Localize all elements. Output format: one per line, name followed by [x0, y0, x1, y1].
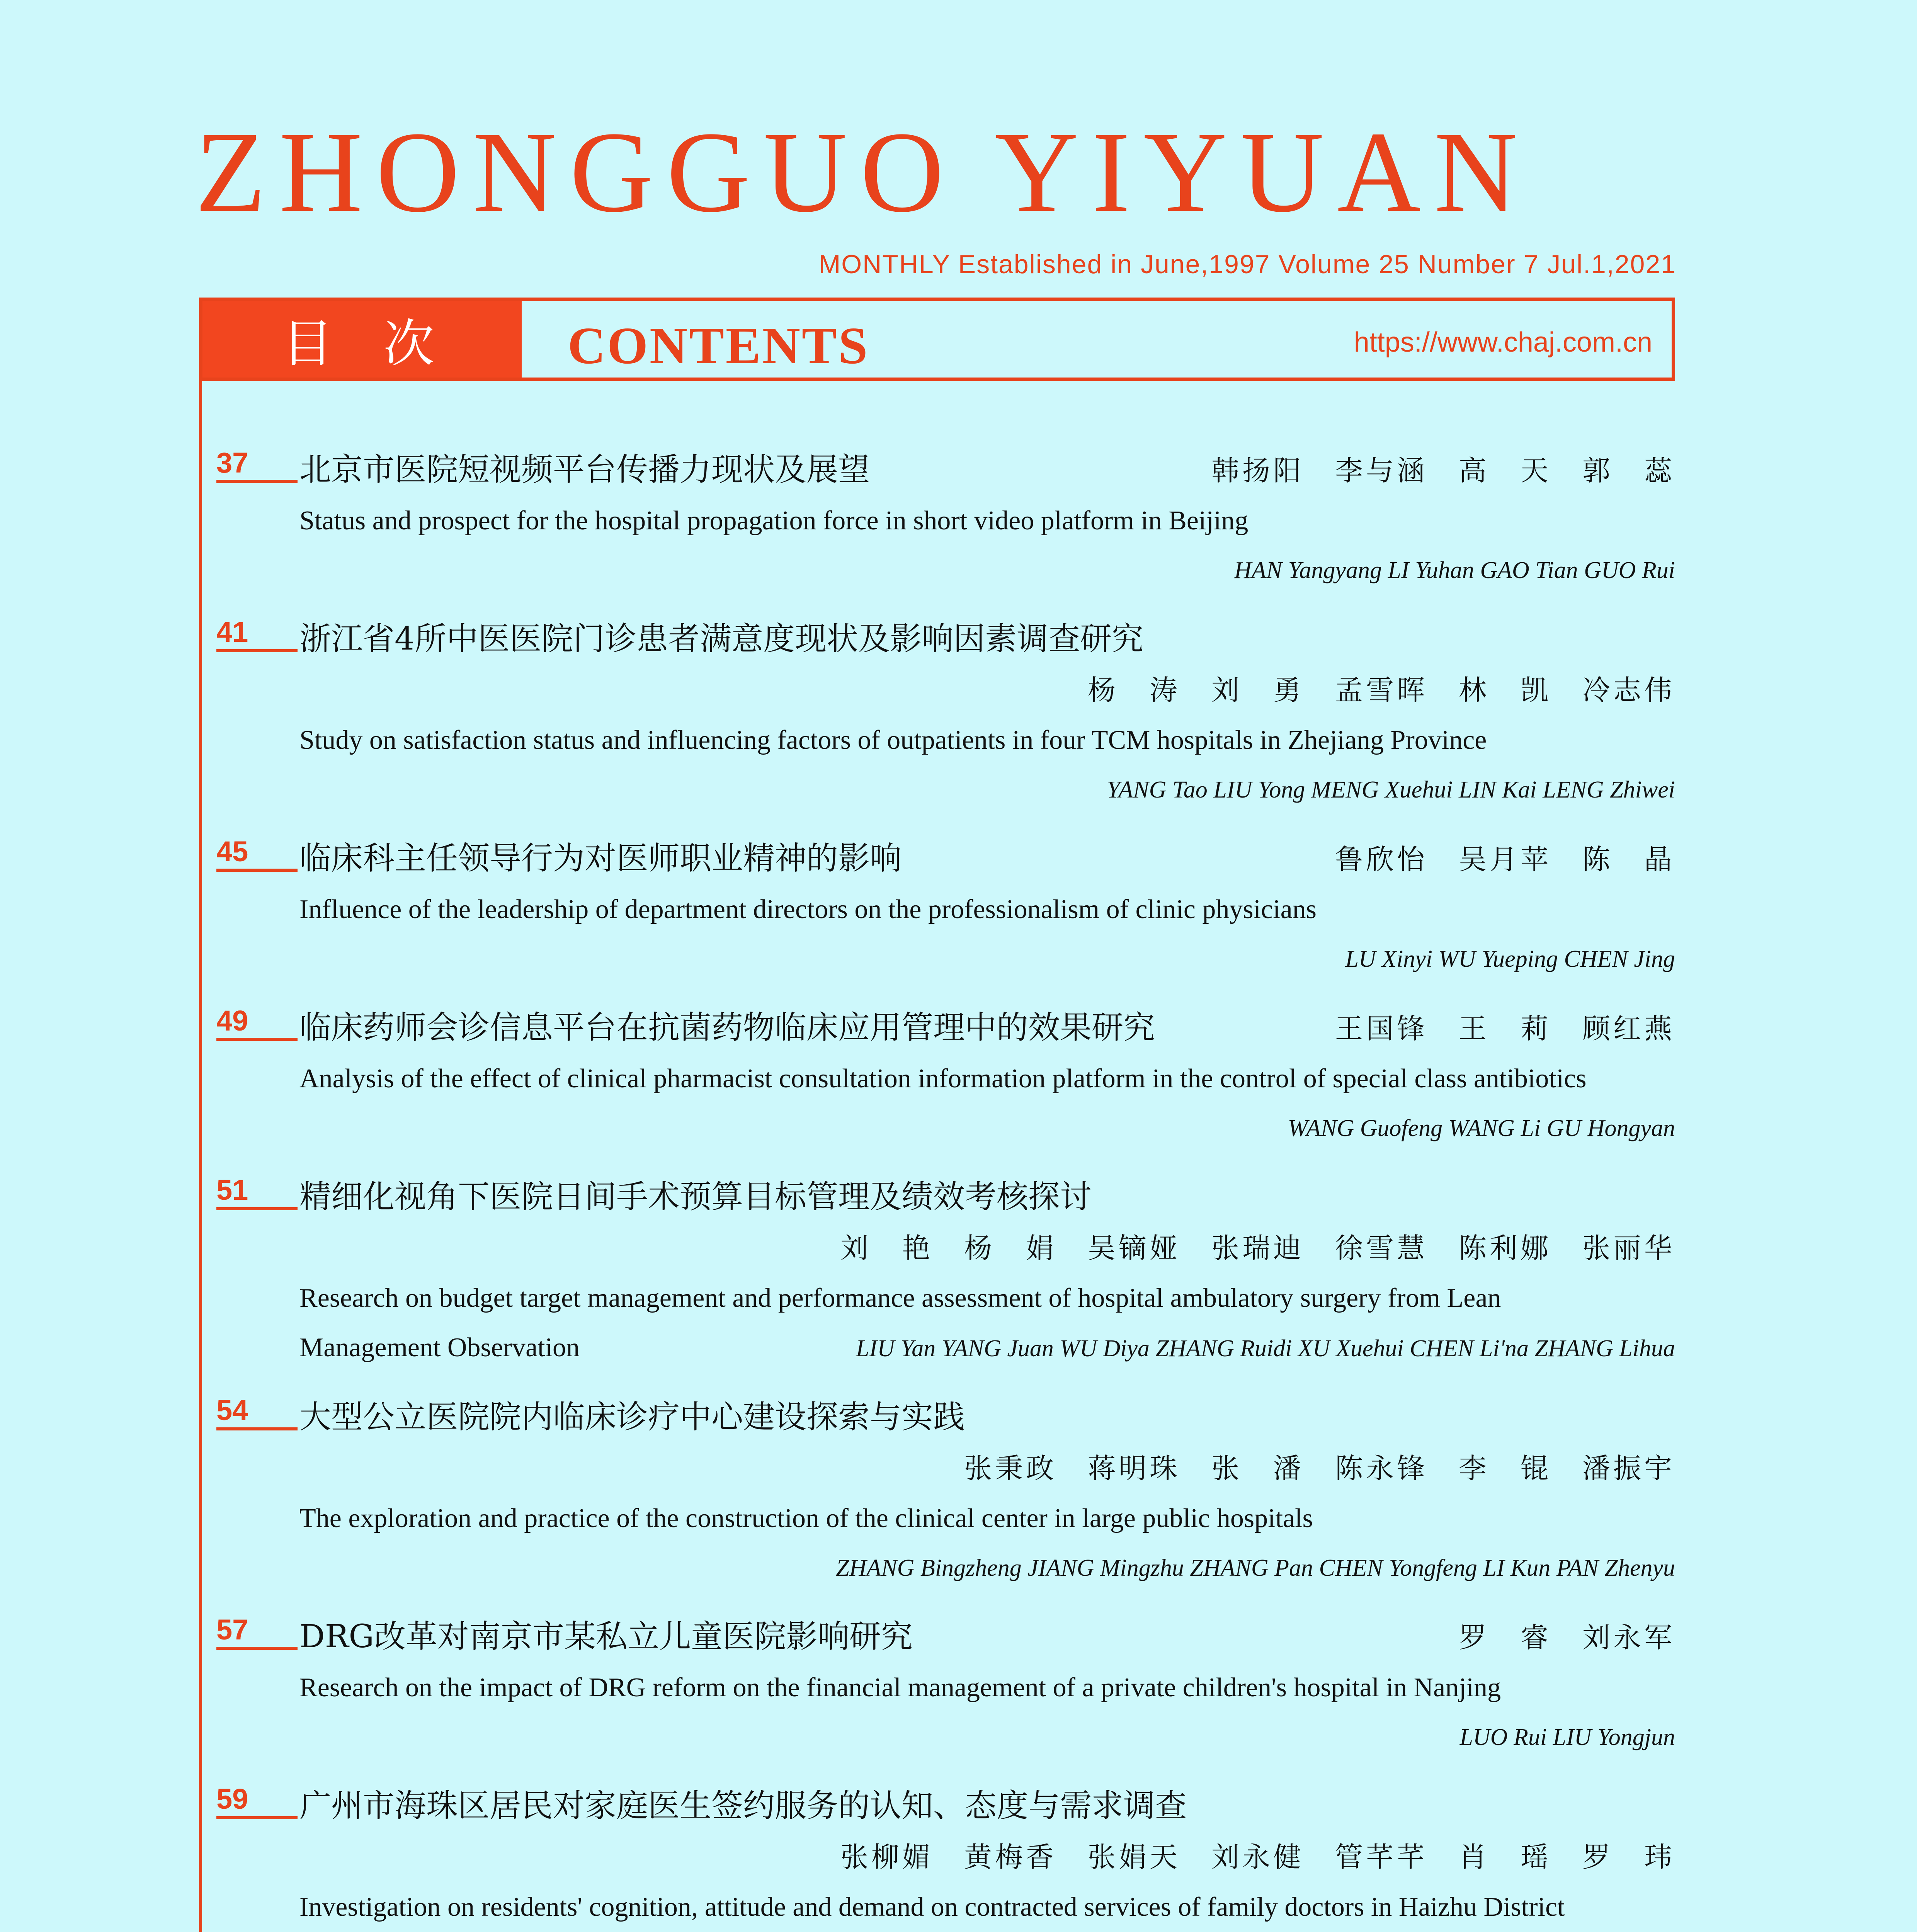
en-title: Research on budget target management and performance assessment of hospital ambulatory surgery from Lean — [299, 1283, 1501, 1313]
page-number: 37 — [216, 447, 298, 483]
page-number: 59 — [216, 1783, 298, 1819]
en-title: Study on satisfaction status and influencing factors of outpatients in four TCM hospitals in Zhejiang Province — [299, 725, 1487, 755]
toc-entry[interactable] — [199, 833, 1675, 984]
page-number: 45 — [216, 835, 298, 872]
en-authors: ZHANG Bingzheng JIANG Mingzhu ZHANG Pan CHEN Yongfeng LI Kun PAN Zhenyu — [836, 1555, 1675, 1581]
cn-title[interactable]: 临床药师会诊信息平台在抗菌药物临床应用管理中的效果研究 — [299, 1009, 1155, 1046]
toc-entry[interactable] — [199, 1172, 1675, 1373]
cn-authors: 罗 睿 刘永军 — [1458, 1621, 1675, 1654]
en-authors: LIU Yan YANG Juan WU Diya ZHANG Ruidi XU Xuehui CHEN Li'na ZHANG Lihua — [856, 1335, 1675, 1362]
en-authors: HAN Yangyang LI Yuhan GAO Tian GUO Rui — [1234, 557, 1675, 583]
page-number: 51 — [216, 1174, 298, 1210]
en-title: Analysis of the effect of clinical pharmacist consultation information platform in the control of special class antibiotics — [299, 1064, 1587, 1094]
toc-entry[interactable] — [199, 614, 1675, 815]
en-title: Influence of the leadership of department directors on the professionalism of clinic physicians — [299, 895, 1317, 924]
cn-authors: 鲁欣怡 吴月苹 陈 晶 — [1335, 843, 1675, 876]
en-title: Investigation on residents' cognition, attitude and demand on contracted services of family doctors in Haizhu District — [299, 1892, 1565, 1922]
journal-masthead: ZHONGGUO YIYUAN — [195, 108, 1531, 236]
journal-url-link[interactable]: https://www.chaj.com.cn — [1354, 327, 1652, 358]
toc-entry[interactable] — [199, 1781, 1675, 1932]
toc-entry[interactable] — [199, 1002, 1675, 1153]
table-of-contents — [199, 444, 1675, 1932]
en-authors: LU Xinyi WU Yueping CHEN Jing — [1345, 946, 1675, 972]
cn-title[interactable]: 大型公立医院院内临床诊疗中心建设探索与实践 — [299, 1399, 965, 1435]
cn-authors: 韩扬阳 李与涵 高 天 郭 蕊 — [1211, 454, 1675, 487]
page-number: 41 — [216, 616, 298, 652]
cn-title[interactable]: 广州市海珠区居民对家庭医生签约服务的认知、态度与需求调查 — [299, 1787, 1187, 1824]
en-authors: YANG Tao LIU Yong MENG Xuehui LIN Kai LENG Zhiwei — [1107, 777, 1675, 803]
cn-title[interactable]: 临床科主任领导行为对医师职业精神的影响 — [299, 840, 902, 877]
toc-entry[interactable] — [199, 1611, 1675, 1762]
en-title-continued: Management Observation — [299, 1333, 580, 1362]
page-number: 54 — [216, 1394, 298, 1430]
en-authors: WANG Guofeng WANG Li GU Hongyan — [1288, 1115, 1675, 1141]
contents-banner — [199, 298, 1675, 381]
page-number: 57 — [216, 1614, 298, 1650]
cn-authors: 王国锋 王 莉 顾红燕 — [1335, 1012, 1675, 1045]
cn-authors: 张秉政 蒋明珠 张 潘 陈永锋 李 锟 潘振宇 — [964, 1452, 1675, 1485]
page-number: 49 — [216, 1005, 298, 1041]
cn-title[interactable]: DRG改革对南京市某私立儿童医院影响研究 — [299, 1618, 913, 1655]
contents-en-label: CONTENTS — [568, 317, 869, 375]
cn-title[interactable]: 北京市医院短视频平台传播力现状及展望 — [299, 451, 870, 488]
cn-authors: 刘 艳 杨 娟 吴镝娅 张瑞迪 徐雪慧 陈利娜 张丽华 — [840, 1232, 1675, 1264]
toc-entry[interactable] — [199, 444, 1675, 595]
cn-title[interactable]: 精细化视角下医院日间手术预算目标管理及绩效考核探讨 — [299, 1179, 1092, 1215]
en-title: Research on the impact of DRG reform on the financial management of a private children's hospital in Nanjing — [299, 1673, 1501, 1702]
en-title: Status and prospect for the hospital propagation force in short video platform in Beijing — [299, 506, 1249, 536]
issue-info: MONTHLY Established in June,1997 Volume 25 Number 7 Jul.1,2021 — [818, 250, 1676, 279]
cn-authors: 张柳媚 黄梅香 张娟天 刘永健 管芊芊 肖 瑶 罗 玮 — [840, 1841, 1675, 1873]
cn-title[interactable]: 浙江省4所中医医院门诊患者满意度现状及影响因素调查研究 — [299, 621, 1144, 657]
en-title: The exploration and practice of the construction of the clinical center in large public hospitals — [299, 1503, 1313, 1533]
cn-authors: 杨 涛 刘 勇 孟雪晖 林 凯 冷志伟 — [1087, 674, 1675, 706]
en-authors: LUO Rui LIU Yongjun — [1459, 1724, 1675, 1750]
contents-cn-label: 目次 — [202, 301, 522, 378]
toc-entry[interactable] — [199, 1392, 1675, 1593]
